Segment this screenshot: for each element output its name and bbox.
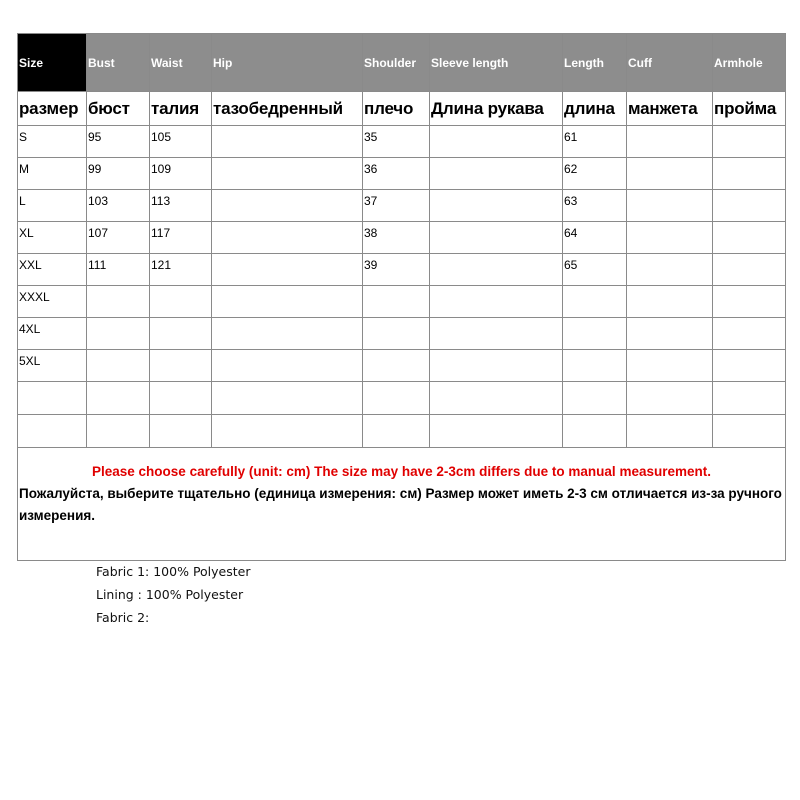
table-row [18, 190, 786, 222]
table-cell: 113 [150, 190, 212, 222]
table-cell [363, 415, 430, 448]
table-cell [627, 350, 713, 382]
table-cell: 37 [363, 190, 430, 222]
table-cell [563, 415, 627, 448]
header-ru-shoulder: плечо [363, 92, 430, 126]
table-cell [212, 318, 363, 350]
table-cell [627, 318, 713, 350]
header-row-russian [18, 92, 786, 126]
table-cell [212, 126, 363, 158]
table-cell [150, 350, 212, 382]
header-ru-size: размер [18, 92, 87, 126]
table-cell [363, 350, 430, 382]
note-russian: Пожалуйста, выберите тщательно (единица измерения: см) Размер может иметь 2-3 см отличается из-за ручного измерения. [19, 486, 782, 523]
table-row [18, 286, 786, 318]
table-cell [713, 350, 786, 382]
table-cell: 109 [150, 158, 212, 190]
header-shoulder: Shoulder [363, 34, 430, 92]
fabric-line-3-cut: Fabric 2: [96, 610, 150, 625]
header-ru-cuff: манжета [627, 92, 713, 126]
table-cell [87, 318, 150, 350]
table-cell: 62 [563, 158, 627, 190]
size-cell: XXL [18, 254, 87, 286]
table-cell [87, 415, 150, 448]
table-cell [150, 318, 212, 350]
table-cell: 35 [363, 126, 430, 158]
fabric-line-1: Fabric 1: 100% Polyester [96, 564, 251, 579]
table-cell [212, 190, 363, 222]
size-cell: S [18, 126, 87, 158]
table-cell [627, 382, 713, 415]
measurement-note [18, 448, 786, 561]
table-cell [18, 415, 87, 448]
size-cell: XL [18, 222, 87, 254]
table-row [18, 318, 786, 350]
table-cell: 95 [87, 126, 150, 158]
table-cell [713, 318, 786, 350]
table-cell [18, 382, 87, 415]
header-bust: Bust [87, 34, 150, 92]
header-ru-bust: бюст [87, 92, 150, 126]
table-cell [430, 382, 563, 415]
empty-row [18, 382, 786, 415]
table-cell: 39 [363, 254, 430, 286]
table-row [18, 126, 786, 158]
table-cell: 38 [363, 222, 430, 254]
header-waist: Waist [150, 34, 212, 92]
header-size: Size [18, 34, 87, 92]
table-cell: 65 [563, 254, 627, 286]
table-cell [87, 350, 150, 382]
table-cell: 64 [563, 222, 627, 254]
empty-row [18, 415, 786, 448]
header-ru-hip: тазобедренный [212, 92, 363, 126]
table-cell [430, 222, 563, 254]
table-cell [212, 350, 363, 382]
table-cell [627, 254, 713, 286]
table-cell: 117 [150, 222, 212, 254]
table-cell [212, 158, 363, 190]
table-cell [150, 415, 212, 448]
size-cell: M [18, 158, 87, 190]
table-row [18, 254, 786, 286]
table-cell: 63 [563, 190, 627, 222]
header-ru-waist: талия [150, 92, 212, 126]
header-cuff: Cuff [627, 34, 713, 92]
table-cell [430, 286, 563, 318]
table-cell [430, 318, 563, 350]
table-cell [363, 318, 430, 350]
table-cell [713, 222, 786, 254]
table-cell [430, 415, 563, 448]
table-cell [150, 382, 212, 415]
header-sleeve-length: Sleeve length [430, 34, 563, 92]
header-length: Length [563, 34, 627, 92]
header-armhole: Armhole [713, 34, 786, 92]
table-cell [212, 222, 363, 254]
fabric-info [96, 560, 251, 625]
table-cell [212, 382, 363, 415]
table-cell [212, 415, 363, 448]
table-cell [627, 126, 713, 158]
fabric-line-2: Lining : 100% Polyester [96, 587, 244, 602]
table-cell [627, 415, 713, 448]
table-cell [430, 126, 563, 158]
table-cell [627, 190, 713, 222]
size-cell: XXXL [18, 286, 87, 318]
header-ru-sleeve-length: Длина рукава [430, 92, 563, 126]
table-cell [713, 415, 786, 448]
table-cell [563, 286, 627, 318]
table-cell [627, 222, 713, 254]
table-cell [430, 254, 563, 286]
table-row [18, 158, 786, 190]
size-cell: 4XL [18, 318, 87, 350]
size-cell: L [18, 190, 87, 222]
table-cell [713, 254, 786, 286]
table-cell [430, 190, 563, 222]
table-cell [430, 158, 563, 190]
table-cell: 107 [87, 222, 150, 254]
table-cell [713, 190, 786, 222]
table-row [18, 350, 786, 382]
table-cell [713, 158, 786, 190]
table-cell: 103 [87, 190, 150, 222]
table-cell [212, 286, 363, 318]
table-cell [363, 382, 430, 415]
note-row [18, 448, 786, 561]
table-cell [363, 286, 430, 318]
table-cell [627, 158, 713, 190]
header-hip: Hip [212, 34, 363, 92]
size-chart-table [17, 33, 786, 561]
header-ru-length: длина [563, 92, 627, 126]
table-cell [430, 350, 563, 382]
table-cell [87, 286, 150, 318]
header-ru-armhole: пройма [713, 92, 786, 126]
note-english: Please choose carefully (unit: cm) The size may have 2-3cm differs due to manual measurement. [92, 464, 711, 479]
table-row [18, 222, 786, 254]
table-cell [212, 254, 363, 286]
table-cell: 99 [87, 158, 150, 190]
table-cell [627, 286, 713, 318]
table-cell [713, 126, 786, 158]
table-cell [563, 318, 627, 350]
table-cell [563, 350, 627, 382]
header-row-english [18, 34, 786, 92]
size-cell: 5XL [18, 350, 87, 382]
table-cell [150, 286, 212, 318]
table-cell [713, 382, 786, 415]
table-cell [713, 286, 786, 318]
table-cell: 61 [563, 126, 627, 158]
table-cell: 36 [363, 158, 430, 190]
table-cell: 121 [150, 254, 212, 286]
table-cell [563, 382, 627, 415]
table-cell [87, 382, 150, 415]
table-cell: 105 [150, 126, 212, 158]
table-cell: 111 [87, 254, 150, 286]
